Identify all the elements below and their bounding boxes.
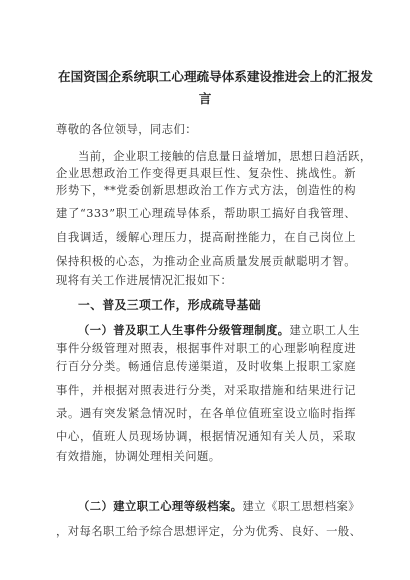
item1-line-6: 中心，值班人员现场协调，根据情况通知有关人员，采取: [56, 430, 356, 443]
item1-line-2: 事件分级管理对照表，根据事件对职工的心理影响程度进: [56, 342, 356, 355]
section-heading-1: 一、普及三项工作，形成疏导基础: [78, 298, 261, 312]
document-title-line-1: 在国资国企系统职工心理疏导体系建设推进会上的汇报发: [58, 69, 373, 84]
intro-line-2: 企业思想政治工作变得更具艰巨性、复杂性、挑战性。新: [56, 167, 356, 180]
intro-line-6: 保持积极的心态，为推动企业高质量发展贡献聪明才智。: [56, 255, 356, 268]
document-title-line-2: 言: [198, 91, 212, 106]
item1-line-7: 有效措施，协调处理相关问题。: [56, 450, 221, 463]
intro-line-7: 现将有关工作进展情况汇报如下：: [56, 274, 233, 287]
item2-bold-lead: （二）建立职工心理等级档案。: [78, 499, 243, 513]
item2-line-2: ，对每名职工给予综合思想评定，分为优秀、良好、一般、: [56, 525, 362, 538]
item1-first-line: [78, 322, 360, 339]
item1-line-5: 录。遇有突发紧急情况时，在各单位值班室设立临时指挥: [56, 407, 356, 420]
intro-line-3: 形势下，**党委创新思想政治工作方式方法，创造性的构: [56, 184, 356, 197]
item1-line-4: 事件，并根据对照表进行分类，对采取措施和结果进行记: [56, 384, 356, 397]
intro-line-4: 建了“333”职工心理疏导体系，帮助职工搞好自我管理、: [56, 207, 356, 220]
item2-first-tail: 建立《职工思想档案》: [242, 500, 360, 513]
salutation: 尊敬的各位领导，同志们：: [56, 123, 197, 136]
intro-line-5: 自我调适，缓解心理压力，提高耐挫能力，在自己岗位上: [56, 231, 356, 244]
item2-first-line: [78, 498, 360, 515]
item1-first-tail: 建立职工人生: [289, 324, 360, 337]
item1-line-3: 行百分分类。畅通信息传递渠道，及时收集上报职工家庭: [56, 360, 356, 373]
item1-bold-lead: （一）普及职工人生事件分级管理制度。: [78, 323, 290, 337]
intro-line-1: 当前，企业职工接触的信息量日益增加，思想日趋活跃，: [78, 150, 372, 163]
